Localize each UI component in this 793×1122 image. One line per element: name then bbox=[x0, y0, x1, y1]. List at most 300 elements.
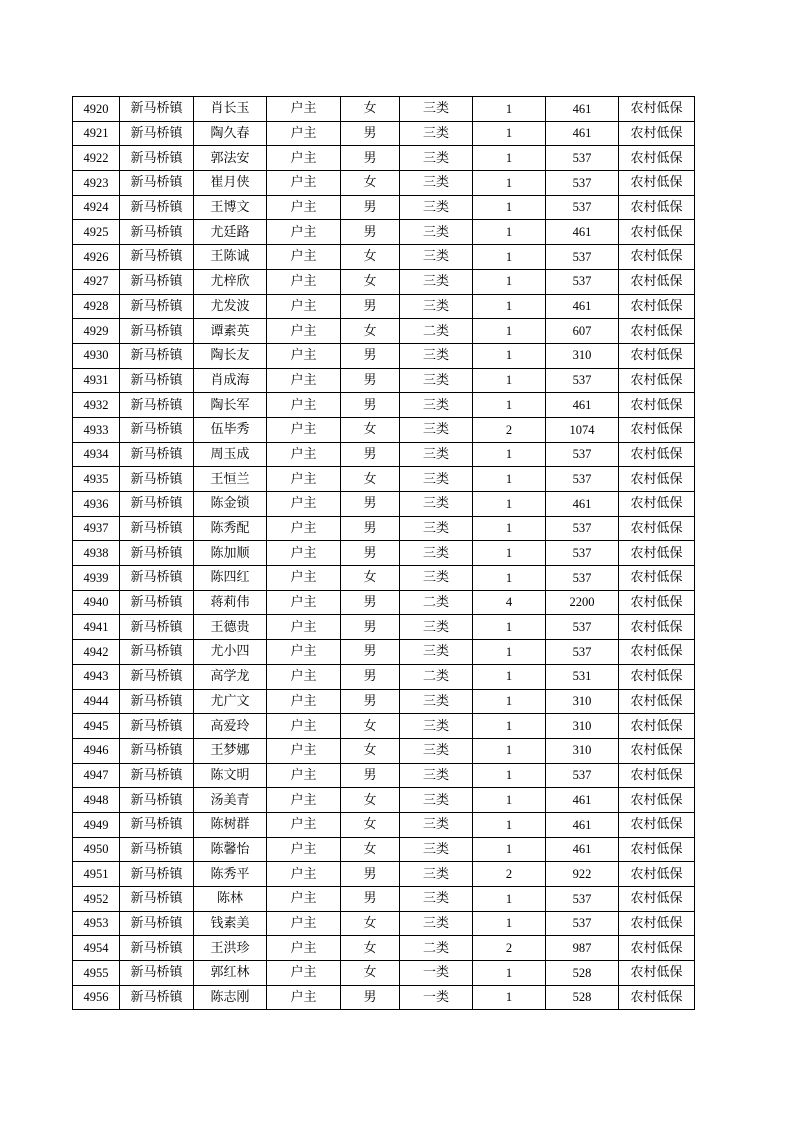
town-cell: 新马桥镇 bbox=[120, 442, 194, 467]
assistance-type-cell: 农村低保 bbox=[619, 442, 695, 467]
amount-cell: 461 bbox=[546, 121, 619, 146]
table-row bbox=[73, 467, 695, 492]
table-row bbox=[73, 689, 695, 714]
name-cell: 陈加顺 bbox=[194, 541, 267, 566]
amount-cell: 922 bbox=[546, 862, 619, 887]
table-row bbox=[73, 862, 695, 887]
household-size-cell: 1 bbox=[473, 788, 546, 813]
town-cell: 新马桥镇 bbox=[120, 689, 194, 714]
amount-cell: 461 bbox=[546, 788, 619, 813]
category-cell: 三类 bbox=[400, 442, 473, 467]
town-cell: 新马桥镇 bbox=[120, 220, 194, 245]
amount-cell: 537 bbox=[546, 442, 619, 467]
gender-cell: 男 bbox=[341, 664, 400, 689]
gender-cell: 女 bbox=[341, 812, 400, 837]
amount-cell: 537 bbox=[546, 368, 619, 393]
category-cell: 三类 bbox=[400, 343, 473, 368]
gender-cell: 男 bbox=[341, 689, 400, 714]
name-cell: 谭素英 bbox=[194, 319, 267, 344]
name-cell: 陈馨怡 bbox=[194, 837, 267, 862]
assistance-type-cell: 农村低保 bbox=[619, 714, 695, 739]
household-size-cell: 1 bbox=[473, 343, 546, 368]
table-row bbox=[73, 269, 695, 294]
record-number-cell: 4933 bbox=[73, 417, 120, 442]
relation-cell: 户主 bbox=[267, 492, 341, 517]
assistance-roster-table bbox=[72, 96, 695, 1010]
household-size-cell: 1 bbox=[473, 393, 546, 418]
name-cell: 钱素美 bbox=[194, 911, 267, 936]
record-number-cell: 4925 bbox=[73, 220, 120, 245]
town-cell: 新马桥镇 bbox=[120, 467, 194, 492]
relation-cell: 户主 bbox=[267, 343, 341, 368]
record-number-cell: 4924 bbox=[73, 195, 120, 220]
name-cell: 陈金锁 bbox=[194, 492, 267, 517]
name-cell: 高爱玲 bbox=[194, 714, 267, 739]
category-cell: 三类 bbox=[400, 689, 473, 714]
town-cell: 新马桥镇 bbox=[120, 146, 194, 171]
category-cell: 三类 bbox=[400, 714, 473, 739]
town-cell: 新马桥镇 bbox=[120, 541, 194, 566]
table-row bbox=[73, 171, 695, 196]
town-cell: 新马桥镇 bbox=[120, 171, 194, 196]
gender-cell: 男 bbox=[341, 146, 400, 171]
table-row bbox=[73, 319, 695, 344]
relation-cell: 户主 bbox=[267, 837, 341, 862]
relation-cell: 户主 bbox=[267, 961, 341, 986]
table-row bbox=[73, 516, 695, 541]
assistance-type-cell: 农村低保 bbox=[619, 862, 695, 887]
household-size-cell: 1 bbox=[473, 689, 546, 714]
record-number-cell: 4945 bbox=[73, 714, 120, 739]
relation-cell: 户主 bbox=[267, 714, 341, 739]
household-size-cell: 1 bbox=[473, 467, 546, 492]
relation-cell: 户主 bbox=[267, 664, 341, 689]
assistance-type-cell: 农村低保 bbox=[619, 368, 695, 393]
gender-cell: 男 bbox=[341, 343, 400, 368]
table-row bbox=[73, 97, 695, 122]
household-size-cell: 1 bbox=[473, 664, 546, 689]
amount-cell: 528 bbox=[546, 961, 619, 986]
town-cell: 新马桥镇 bbox=[120, 417, 194, 442]
town-cell: 新马桥镇 bbox=[120, 911, 194, 936]
town-cell: 新马桥镇 bbox=[120, 343, 194, 368]
assistance-type-cell: 农村低保 bbox=[619, 467, 695, 492]
record-number-cell: 4943 bbox=[73, 664, 120, 689]
name-cell: 陶长友 bbox=[194, 343, 267, 368]
amount-cell: 537 bbox=[546, 640, 619, 665]
assistance-type-cell: 农村低保 bbox=[619, 887, 695, 912]
amount-cell: 537 bbox=[546, 467, 619, 492]
relation-cell: 户主 bbox=[267, 319, 341, 344]
gender-cell: 女 bbox=[341, 467, 400, 492]
assistance-type-cell: 农村低保 bbox=[619, 541, 695, 566]
category-cell: 二类 bbox=[400, 319, 473, 344]
assistance-type-cell: 农村低保 bbox=[619, 245, 695, 270]
category-cell: 三类 bbox=[400, 862, 473, 887]
assistance-type-cell: 农村低保 bbox=[619, 516, 695, 541]
relation-cell: 户主 bbox=[267, 121, 341, 146]
name-cell: 尤广文 bbox=[194, 689, 267, 714]
household-size-cell: 1 bbox=[473, 319, 546, 344]
relation-cell: 户主 bbox=[267, 541, 341, 566]
name-cell: 王梦娜 bbox=[194, 738, 267, 763]
category-cell: 三类 bbox=[400, 492, 473, 517]
household-size-cell: 1 bbox=[473, 171, 546, 196]
amount-cell: 537 bbox=[546, 171, 619, 196]
gender-cell: 女 bbox=[341, 936, 400, 961]
table-row bbox=[73, 812, 695, 837]
category-cell: 三类 bbox=[400, 146, 473, 171]
record-number-cell: 4932 bbox=[73, 393, 120, 418]
assistance-type-cell: 农村低保 bbox=[619, 417, 695, 442]
table-row bbox=[73, 343, 695, 368]
amount-cell: 310 bbox=[546, 343, 619, 368]
table-row bbox=[73, 294, 695, 319]
gender-cell: 男 bbox=[341, 195, 400, 220]
table-row bbox=[73, 442, 695, 467]
gender-cell: 女 bbox=[341, 714, 400, 739]
relation-cell: 户主 bbox=[267, 442, 341, 467]
household-size-cell: 1 bbox=[473, 911, 546, 936]
town-cell: 新马桥镇 bbox=[120, 936, 194, 961]
town-cell: 新马桥镇 bbox=[120, 97, 194, 122]
town-cell: 新马桥镇 bbox=[120, 590, 194, 615]
town-cell: 新马桥镇 bbox=[120, 368, 194, 393]
town-cell: 新马桥镇 bbox=[120, 492, 194, 517]
household-size-cell: 1 bbox=[473, 640, 546, 665]
relation-cell: 户主 bbox=[267, 615, 341, 640]
assistance-type-cell: 农村低保 bbox=[619, 763, 695, 788]
relation-cell: 户主 bbox=[267, 985, 341, 1010]
table-row bbox=[73, 714, 695, 739]
relation-cell: 户主 bbox=[267, 294, 341, 319]
town-cell: 新马桥镇 bbox=[120, 269, 194, 294]
assistance-type-cell: 农村低保 bbox=[619, 689, 695, 714]
household-size-cell: 1 bbox=[473, 566, 546, 591]
household-size-cell: 2 bbox=[473, 862, 546, 887]
amount-cell: 2200 bbox=[546, 590, 619, 615]
amount-cell: 537 bbox=[546, 541, 619, 566]
name-cell: 陈志刚 bbox=[194, 985, 267, 1010]
household-size-cell: 1 bbox=[473, 985, 546, 1010]
assistance-type-cell: 农村低保 bbox=[619, 738, 695, 763]
name-cell: 郭法安 bbox=[194, 146, 267, 171]
record-number-cell: 4956 bbox=[73, 985, 120, 1010]
name-cell: 伍毕秀 bbox=[194, 417, 267, 442]
amount-cell: 310 bbox=[546, 738, 619, 763]
record-number-cell: 4939 bbox=[73, 566, 120, 591]
gender-cell: 女 bbox=[341, 961, 400, 986]
category-cell: 三类 bbox=[400, 195, 473, 220]
household-size-cell: 2 bbox=[473, 936, 546, 961]
category-cell: 三类 bbox=[400, 417, 473, 442]
amount-cell: 461 bbox=[546, 393, 619, 418]
record-number-cell: 4942 bbox=[73, 640, 120, 665]
name-cell: 陶长军 bbox=[194, 393, 267, 418]
record-number-cell: 4937 bbox=[73, 516, 120, 541]
relation-cell: 户主 bbox=[267, 911, 341, 936]
gender-cell: 男 bbox=[341, 887, 400, 912]
household-size-cell: 1 bbox=[473, 442, 546, 467]
record-number-cell: 4950 bbox=[73, 837, 120, 862]
relation-cell: 户主 bbox=[267, 738, 341, 763]
name-cell: 汤美青 bbox=[194, 788, 267, 813]
relation-cell: 户主 bbox=[267, 862, 341, 887]
record-number-cell: 4938 bbox=[73, 541, 120, 566]
table-row bbox=[73, 590, 695, 615]
name-cell: 王陈诚 bbox=[194, 245, 267, 270]
gender-cell: 男 bbox=[341, 862, 400, 887]
town-cell: 新马桥镇 bbox=[120, 738, 194, 763]
gender-cell: 女 bbox=[341, 171, 400, 196]
category-cell: 三类 bbox=[400, 541, 473, 566]
name-cell: 尤梓欣 bbox=[194, 269, 267, 294]
table-row bbox=[73, 417, 695, 442]
record-number-cell: 4951 bbox=[73, 862, 120, 887]
assistance-type-cell: 农村低保 bbox=[619, 911, 695, 936]
name-cell: 陈秀平 bbox=[194, 862, 267, 887]
category-cell: 三类 bbox=[400, 837, 473, 862]
amount-cell: 461 bbox=[546, 97, 619, 122]
household-size-cell: 1 bbox=[473, 961, 546, 986]
relation-cell: 户主 bbox=[267, 590, 341, 615]
name-cell: 陈林 bbox=[194, 887, 267, 912]
assistance-type-cell: 农村低保 bbox=[619, 343, 695, 368]
gender-cell: 女 bbox=[341, 97, 400, 122]
amount-cell: 537 bbox=[546, 195, 619, 220]
table-row bbox=[73, 738, 695, 763]
town-cell: 新马桥镇 bbox=[120, 837, 194, 862]
table-row bbox=[73, 245, 695, 270]
category-cell: 三类 bbox=[400, 887, 473, 912]
assistance-type-cell: 农村低保 bbox=[619, 590, 695, 615]
amount-cell: 537 bbox=[546, 763, 619, 788]
relation-cell: 户主 bbox=[267, 417, 341, 442]
relation-cell: 户主 bbox=[267, 171, 341, 196]
name-cell: 王博文 bbox=[194, 195, 267, 220]
household-size-cell: 1 bbox=[473, 220, 546, 245]
assistance-type-cell: 农村低保 bbox=[619, 121, 695, 146]
record-number-cell: 4954 bbox=[73, 936, 120, 961]
assistance-type-cell: 农村低保 bbox=[619, 220, 695, 245]
town-cell: 新马桥镇 bbox=[120, 393, 194, 418]
table-row bbox=[73, 887, 695, 912]
household-size-cell: 1 bbox=[473, 195, 546, 220]
household-size-cell: 1 bbox=[473, 738, 546, 763]
record-number-cell: 4947 bbox=[73, 763, 120, 788]
gender-cell: 男 bbox=[341, 294, 400, 319]
relation-cell: 户主 bbox=[267, 245, 341, 270]
table-row bbox=[73, 664, 695, 689]
name-cell: 王洪珍 bbox=[194, 936, 267, 961]
record-number-cell: 4940 bbox=[73, 590, 120, 615]
town-cell: 新马桥镇 bbox=[120, 887, 194, 912]
relation-cell: 户主 bbox=[267, 640, 341, 665]
assistance-type-cell: 农村低保 bbox=[619, 961, 695, 986]
gender-cell: 男 bbox=[341, 121, 400, 146]
relation-cell: 户主 bbox=[267, 146, 341, 171]
record-number-cell: 4953 bbox=[73, 911, 120, 936]
name-cell: 陈文明 bbox=[194, 763, 267, 788]
assistance-type-cell: 农村低保 bbox=[619, 615, 695, 640]
town-cell: 新马桥镇 bbox=[120, 615, 194, 640]
assistance-type-cell: 农村低保 bbox=[619, 492, 695, 517]
town-cell: 新马桥镇 bbox=[120, 245, 194, 270]
relation-cell: 户主 bbox=[267, 887, 341, 912]
category-cell: 三类 bbox=[400, 812, 473, 837]
assistance-type-cell: 农村低保 bbox=[619, 393, 695, 418]
assistance-type-cell: 农村低保 bbox=[619, 566, 695, 591]
name-cell: 尤廷路 bbox=[194, 220, 267, 245]
record-number-cell: 4941 bbox=[73, 615, 120, 640]
category-cell: 三类 bbox=[400, 269, 473, 294]
record-number-cell: 4948 bbox=[73, 788, 120, 813]
amount-cell: 537 bbox=[546, 269, 619, 294]
gender-cell: 女 bbox=[341, 788, 400, 813]
table-row bbox=[73, 220, 695, 245]
amount-cell: 537 bbox=[546, 566, 619, 591]
amount-cell: 1074 bbox=[546, 417, 619, 442]
name-cell: 陈四红 bbox=[194, 566, 267, 591]
household-size-cell: 1 bbox=[473, 541, 546, 566]
assistance-type-cell: 农村低保 bbox=[619, 171, 695, 196]
name-cell: 王恒兰 bbox=[194, 467, 267, 492]
category-cell: 二类 bbox=[400, 590, 473, 615]
relation-cell: 户主 bbox=[267, 566, 341, 591]
category-cell: 一类 bbox=[400, 985, 473, 1010]
name-cell: 郭红林 bbox=[194, 961, 267, 986]
category-cell: 三类 bbox=[400, 763, 473, 788]
town-cell: 新马桥镇 bbox=[120, 714, 194, 739]
household-size-cell: 1 bbox=[473, 615, 546, 640]
household-size-cell: 1 bbox=[473, 97, 546, 122]
household-size-cell: 1 bbox=[473, 714, 546, 739]
table-row bbox=[73, 640, 695, 665]
assistance-type-cell: 农村低保 bbox=[619, 985, 695, 1010]
name-cell: 尤发波 bbox=[194, 294, 267, 319]
gender-cell: 男 bbox=[341, 763, 400, 788]
town-cell: 新马桥镇 bbox=[120, 763, 194, 788]
household-size-cell: 4 bbox=[473, 590, 546, 615]
assistance-type-cell: 农村低保 bbox=[619, 936, 695, 961]
category-cell: 三类 bbox=[400, 467, 473, 492]
assistance-type-cell: 农村低保 bbox=[619, 294, 695, 319]
gender-cell: 男 bbox=[341, 516, 400, 541]
relation-cell: 户主 bbox=[267, 467, 341, 492]
gender-cell: 女 bbox=[341, 245, 400, 270]
gender-cell: 女 bbox=[341, 911, 400, 936]
household-size-cell: 1 bbox=[473, 492, 546, 517]
category-cell: 三类 bbox=[400, 615, 473, 640]
household-size-cell: 1 bbox=[473, 837, 546, 862]
town-cell: 新马桥镇 bbox=[120, 121, 194, 146]
amount-cell: 461 bbox=[546, 812, 619, 837]
table-row bbox=[73, 837, 695, 862]
name-cell: 肖成海 bbox=[194, 368, 267, 393]
category-cell: 三类 bbox=[400, 220, 473, 245]
table-row bbox=[73, 541, 695, 566]
amount-cell: 537 bbox=[546, 516, 619, 541]
record-number-cell: 4928 bbox=[73, 294, 120, 319]
category-cell: 三类 bbox=[400, 294, 473, 319]
relation-cell: 户主 bbox=[267, 763, 341, 788]
amount-cell: 537 bbox=[546, 911, 619, 936]
assistance-type-cell: 农村低保 bbox=[619, 640, 695, 665]
table-row bbox=[73, 985, 695, 1010]
household-size-cell: 1 bbox=[473, 812, 546, 837]
table-row bbox=[73, 615, 695, 640]
table-row bbox=[73, 763, 695, 788]
record-number-cell: 4930 bbox=[73, 343, 120, 368]
relation-cell: 户主 bbox=[267, 220, 341, 245]
name-cell: 周玉成 bbox=[194, 442, 267, 467]
record-number-cell: 4936 bbox=[73, 492, 120, 517]
record-number-cell: 4952 bbox=[73, 887, 120, 912]
category-cell: 三类 bbox=[400, 566, 473, 591]
table-row bbox=[73, 492, 695, 517]
household-size-cell: 1 bbox=[473, 294, 546, 319]
relation-cell: 户主 bbox=[267, 689, 341, 714]
gender-cell: 男 bbox=[341, 492, 400, 517]
category-cell: 三类 bbox=[400, 516, 473, 541]
category-cell: 三类 bbox=[400, 171, 473, 196]
assistance-type-cell: 农村低保 bbox=[619, 812, 695, 837]
category-cell: 三类 bbox=[400, 368, 473, 393]
town-cell: 新马桥镇 bbox=[120, 640, 194, 665]
table-row bbox=[73, 146, 695, 171]
household-size-cell: 1 bbox=[473, 121, 546, 146]
category-cell: 三类 bbox=[400, 738, 473, 763]
gender-cell: 男 bbox=[341, 368, 400, 393]
table-row bbox=[73, 121, 695, 146]
assistance-type-cell: 农村低保 bbox=[619, 146, 695, 171]
record-number-cell: 4935 bbox=[73, 467, 120, 492]
amount-cell: 537 bbox=[546, 887, 619, 912]
amount-cell: 987 bbox=[546, 936, 619, 961]
gender-cell: 男 bbox=[341, 220, 400, 245]
assistance-type-cell: 农村低保 bbox=[619, 319, 695, 344]
gender-cell: 男 bbox=[341, 985, 400, 1010]
town-cell: 新马桥镇 bbox=[120, 862, 194, 887]
town-cell: 新马桥镇 bbox=[120, 294, 194, 319]
category-cell: 二类 bbox=[400, 936, 473, 961]
household-size-cell: 1 bbox=[473, 763, 546, 788]
gender-cell: 女 bbox=[341, 269, 400, 294]
relation-cell: 户主 bbox=[267, 269, 341, 294]
table-row bbox=[73, 393, 695, 418]
household-size-cell: 2 bbox=[473, 417, 546, 442]
category-cell: 三类 bbox=[400, 245, 473, 270]
household-size-cell: 1 bbox=[473, 269, 546, 294]
gender-cell: 女 bbox=[341, 837, 400, 862]
relation-cell: 户主 bbox=[267, 812, 341, 837]
household-size-cell: 1 bbox=[473, 516, 546, 541]
name-cell: 尤小四 bbox=[194, 640, 267, 665]
record-number-cell: 4922 bbox=[73, 146, 120, 171]
gender-cell: 女 bbox=[341, 417, 400, 442]
assistance-type-cell: 农村低保 bbox=[619, 269, 695, 294]
amount-cell: 461 bbox=[546, 837, 619, 862]
amount-cell: 461 bbox=[546, 294, 619, 319]
amount-cell: 310 bbox=[546, 689, 619, 714]
table-row bbox=[73, 368, 695, 393]
town-cell: 新马桥镇 bbox=[120, 566, 194, 591]
relation-cell: 户主 bbox=[267, 195, 341, 220]
record-number-cell: 4946 bbox=[73, 738, 120, 763]
name-cell: 崔月侠 bbox=[194, 171, 267, 196]
assistance-type-cell: 农村低保 bbox=[619, 97, 695, 122]
category-cell: 三类 bbox=[400, 97, 473, 122]
